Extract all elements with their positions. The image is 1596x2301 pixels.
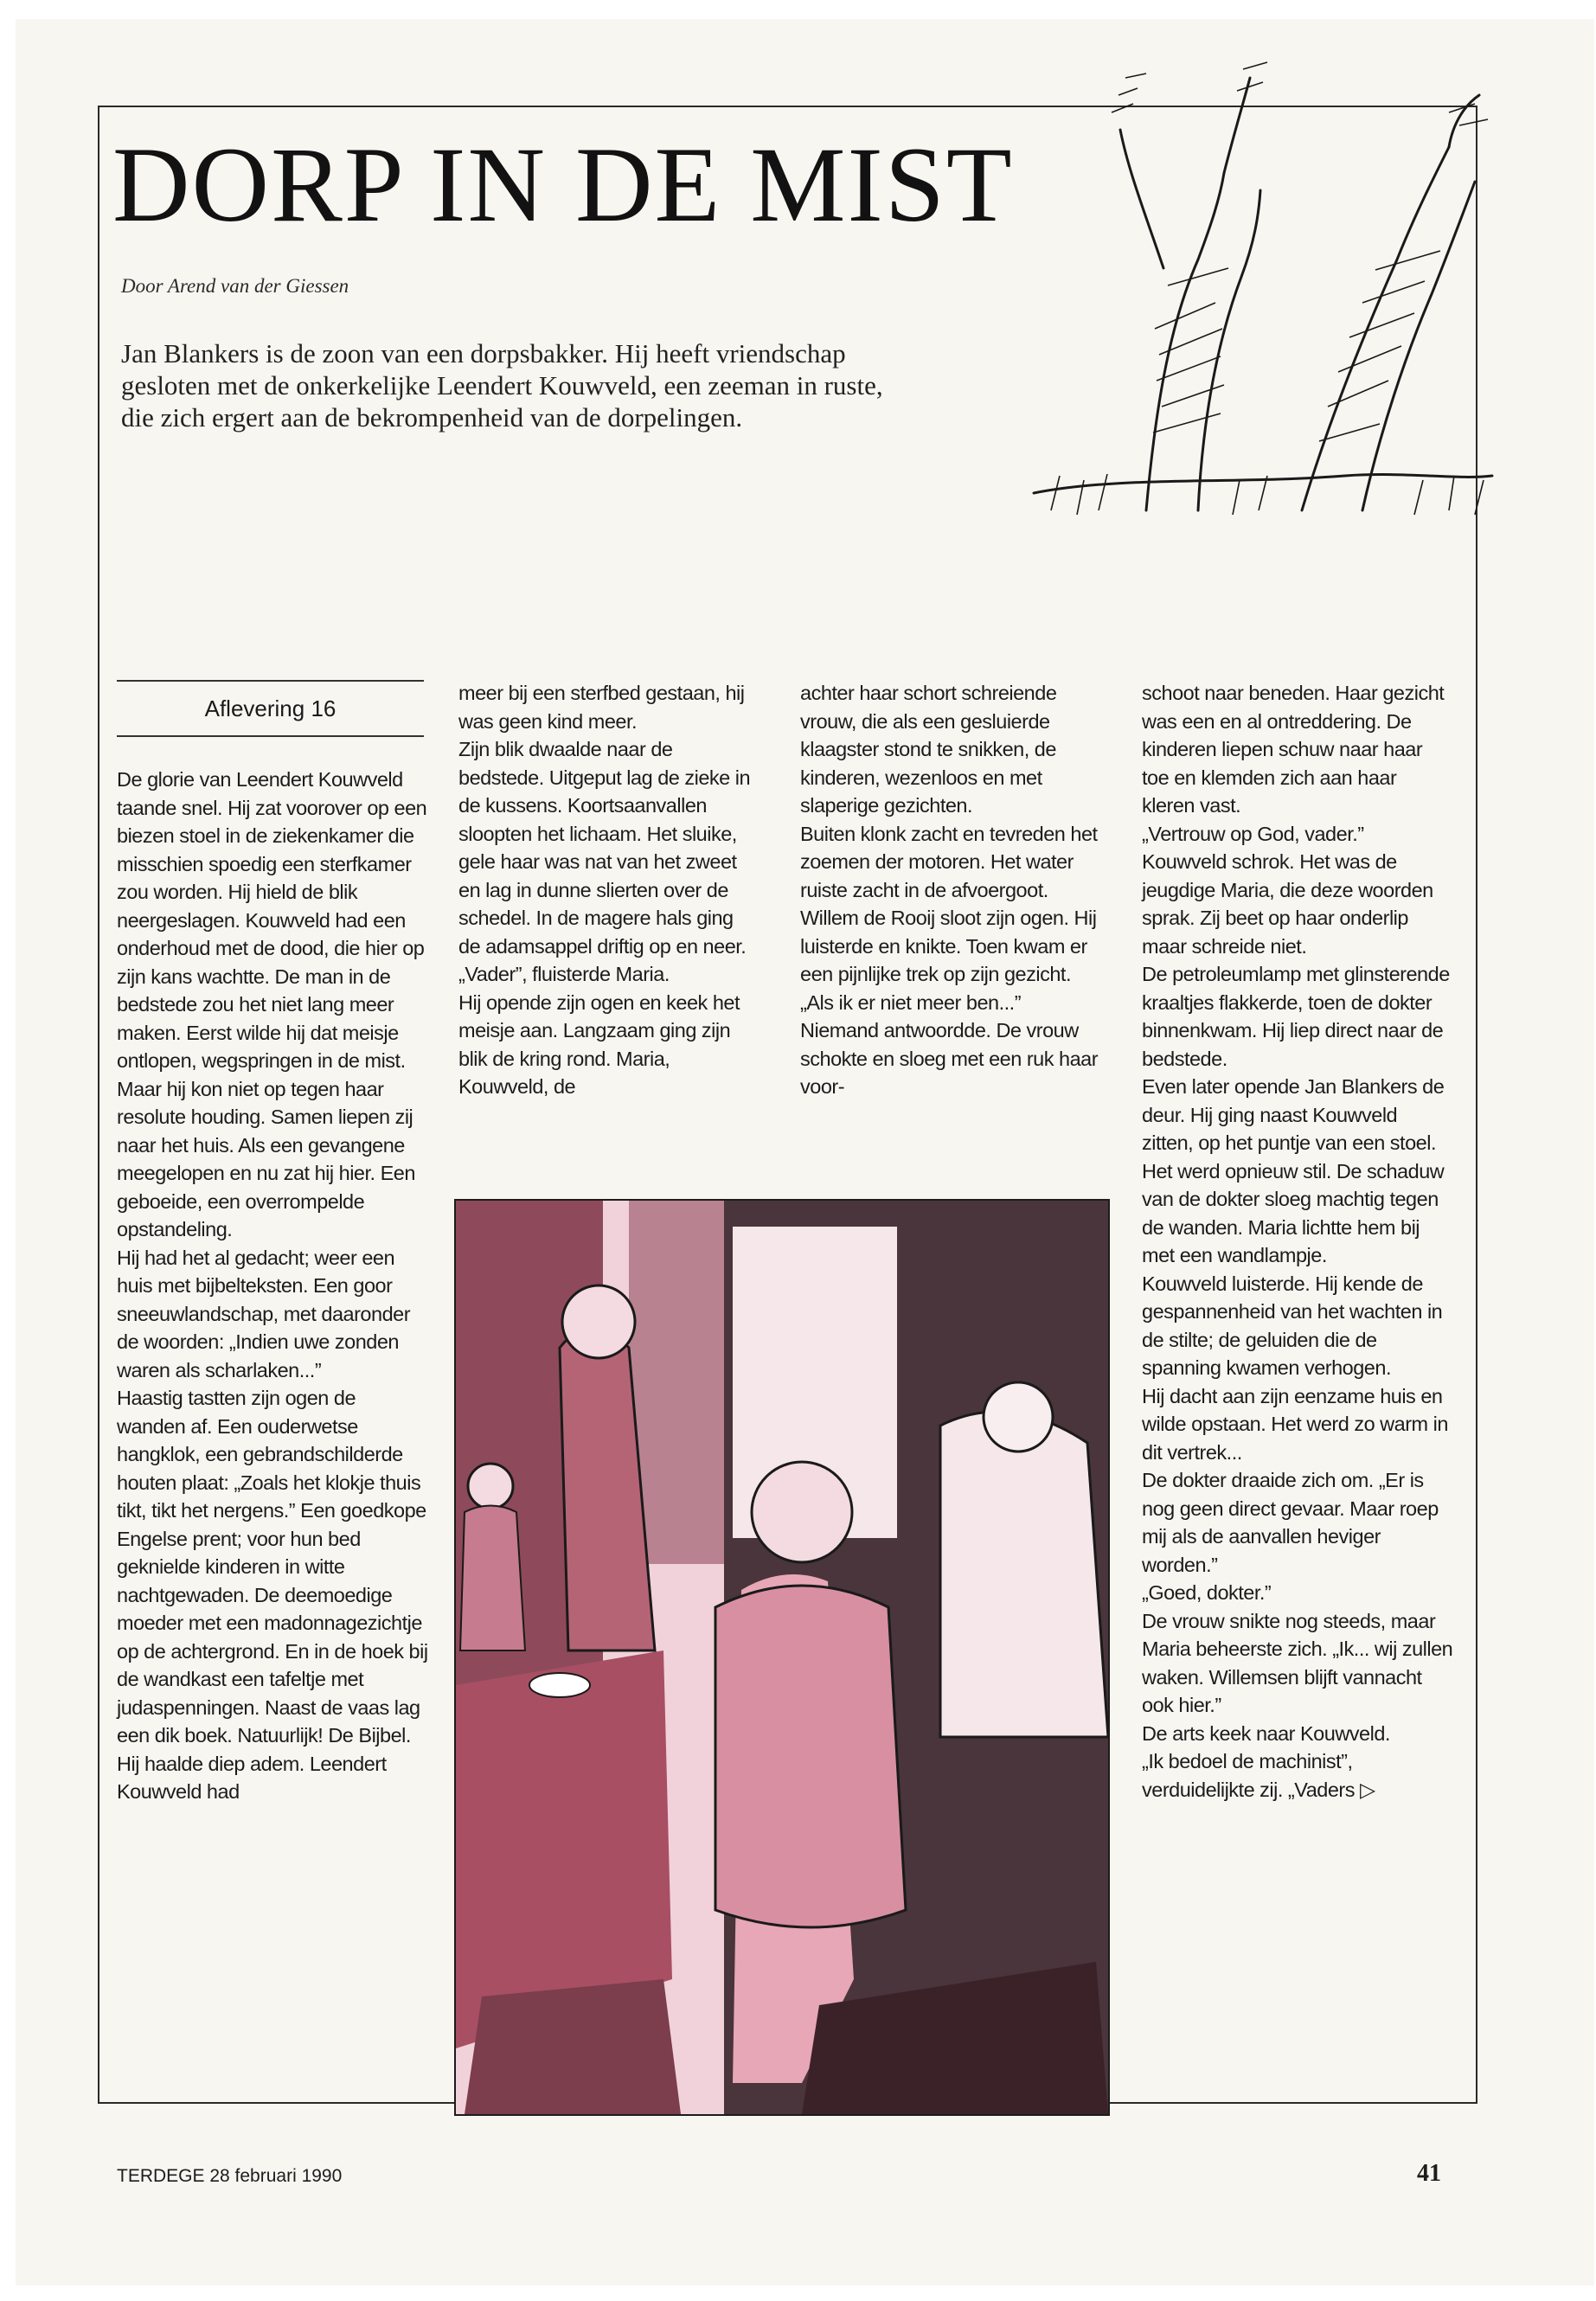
footer-page-number: 41 [1417,2160,1441,2187]
col4-paragraph: schoot naar beneden. Haar gezicht was een en al ontreddering. De kinderen liepen schuw naar haar toe en klemden zich aan haar kleren vast. [1142,682,1445,817]
col2-paragraph: Hij opende zijn ogen en keek het meisje aan. Langzaam ging zijn blik de kring rond. Maria, Kouwveld, de [458,990,740,1098]
column-1 [117,766,428,1806]
column-3 [800,679,1099,1101]
col4-paragraph: Even later opende Jan Blankers de deur. Hij ging naast Kouwveld zitten, op het puntje van een stoel. Het werd opnieuw stil. De schaduw van de dokter sloeg machtig tegen de wanden. Maria lichtte hem bij met een wandlampje. [1142,1075,1445,1266]
sickroom-drawing [456,1201,1108,2114]
col4-paragraph: „Vertrouw op God, vader.” [1142,822,1364,845]
col4-paragraph: De dokter draaide zich om. „Er is nog geen direct gevaar. Maar roep mij als de aanvallen heviger worden.” [1142,1469,1439,1576]
article-title: DORP IN DE MIST [112,125,1014,244]
col4-paragraph: De arts keek naar Kouwveld. [1142,1721,1390,1745]
col4-paragraph: Kouwveld schrok. Het was de jeugdige Maria, die deze woorden sprak. Zij beet op haar onderlip maar schreide niet. [1142,850,1433,958]
col1-paragraph: Haastig tastten zijn ogen de wanden af. Een ouderwetse hangklok, een gebrandschilderde houten plaat: „Zoals het klokje thuis tikt, tikt het nergens.” Een goedkope Engelse prent; voor hun bed geknielde kinderen in witte nachtgewaden. De deemoedige moeder met een madonnagezichtje op de achtergrond. En in de hoek bij de wandkast een tafeltje met judaspenningen. Naast de vaas lag een dik boek. Natuurlijk! De Bijbel. [117,1387,428,1747]
col4-paragraph: Hij dacht aan zijn eenzame huis en wilde opstaan. Het werd zo warm in dit vertrek... [1142,1384,1448,1464]
column-4 [1142,679,1453,1804]
col4-paragraph: Kouwveld luisterde. Hij kende de gespannenheid van het wachten in de stilte; de geluiden die de spanning kwamen verhogen. [1142,1272,1443,1379]
col2-paragraph: „Vader”, fluisterde Maria. [458,963,670,985]
col1-paragraph: Hij haalde diep adem. Leendert Kouwveld had [117,1752,387,1803]
col3-paragraph: Niemand antwoordde. De vrouw schokte en sloeg met een ruk haar voor- [800,1019,1099,1098]
col3-paragraph: „Als ik er niet meer ben...” [800,990,1022,1014]
sickroom-illustration [454,1199,1110,2116]
col4-paragraph: „Goed, dokter.” [1142,1581,1272,1604]
episode-label: Aflevering 16 [117,680,424,737]
col2-paragraph: meer bij een sterfbed gestaan, hij was geen kind meer. [458,682,745,733]
col3-paragraph: achter haar schort schreiende vrouw, die als een gesluierde klaagster stond te snikken, de kinderen, wezenloos en met slaperige gezichten. [800,682,1057,817]
article-intro: Jan Blankers is de zoon van een dorpsbakker. Hij heeft vriendschap gesloten met de onkerkelijke Leendert Kouwveld, een zeeman in ruste, die zich ergert aan de bekrompenheid van de dorpelingen. [121,338,883,433]
tree-sketch-illustration [1016,43,1501,519]
col3-paragraph: Willem de Rooij sloot zijn ogen. Hij luisterde en knikte. Toen kwam er een pijnlijke trek op zijn gezicht. [800,907,1097,985]
col4-paragraph: „Ik bedoel de machinist”, verduidelijkte zij. „Vaders ▷ [1142,1750,1375,1801]
col2-paragraph: Zijn blik dwaalde naar de bedstede. Uitgeput lag de zieke in de kussens. Koortsaanvallen sloopten het lichaam. Het sluike, gele haar was nat van het zweet en lag in dunne slierten over de schedel. In de magere hals ging de adamsappel driftig op en neer. [458,738,751,958]
col1-paragraph: Hij had het al gedacht; weer een huis met bijbelteksten. Een goor sneeuwlandschap, met daaronder de woorden: „Indien uwe zonden waren als scharlaken...” [117,1246,411,1381]
article-byline: Door Arend van der Giessen [121,275,349,297]
col4-paragraph: De vrouw snikte nog steeds, maar Maria beheerste zich. „Ik... wij zullen waken. Willemsen blijft vannacht ook hier.” [1142,1609,1453,1716]
col4-paragraph: De petroleumlamp met glinsterende kraaltjes flakkerde, toen de dokter binnenkwam. Hij liep direct naar de bedstede. [1142,963,1450,1070]
column-2 [458,679,757,1101]
col1-paragraph: De glorie van Leendert Kouwveld taande snel. Hij zat voorover op een biezen stoel in de ziekenkamer die misschien spoedig een sterfkamer zou worden. Hij hield de blik neergeslagen. Kouwveld had een onderhoud met de dood, die hier op zijn kans wachtte. De man in de bedstede zou het niet lang meer maken. Eerst wilde hij dat meisje ontlopen, wegspringen in de mist. Maar hij kon niet op tegen haar resolute houding. Samen liepen zij naar het huis. Als een gevangene meegelopen en nu zat hij hier. Een geboeide, een overrompelde opstandeling. [117,768,427,1240]
footer-publication: TERDEGE 28 februari 1990 [117,2166,343,2186]
col3-paragraph: Buiten klonk zacht en tevreden het zoemen der motoren. Het water ruiste zacht in de afvoergoot. [800,822,1098,901]
